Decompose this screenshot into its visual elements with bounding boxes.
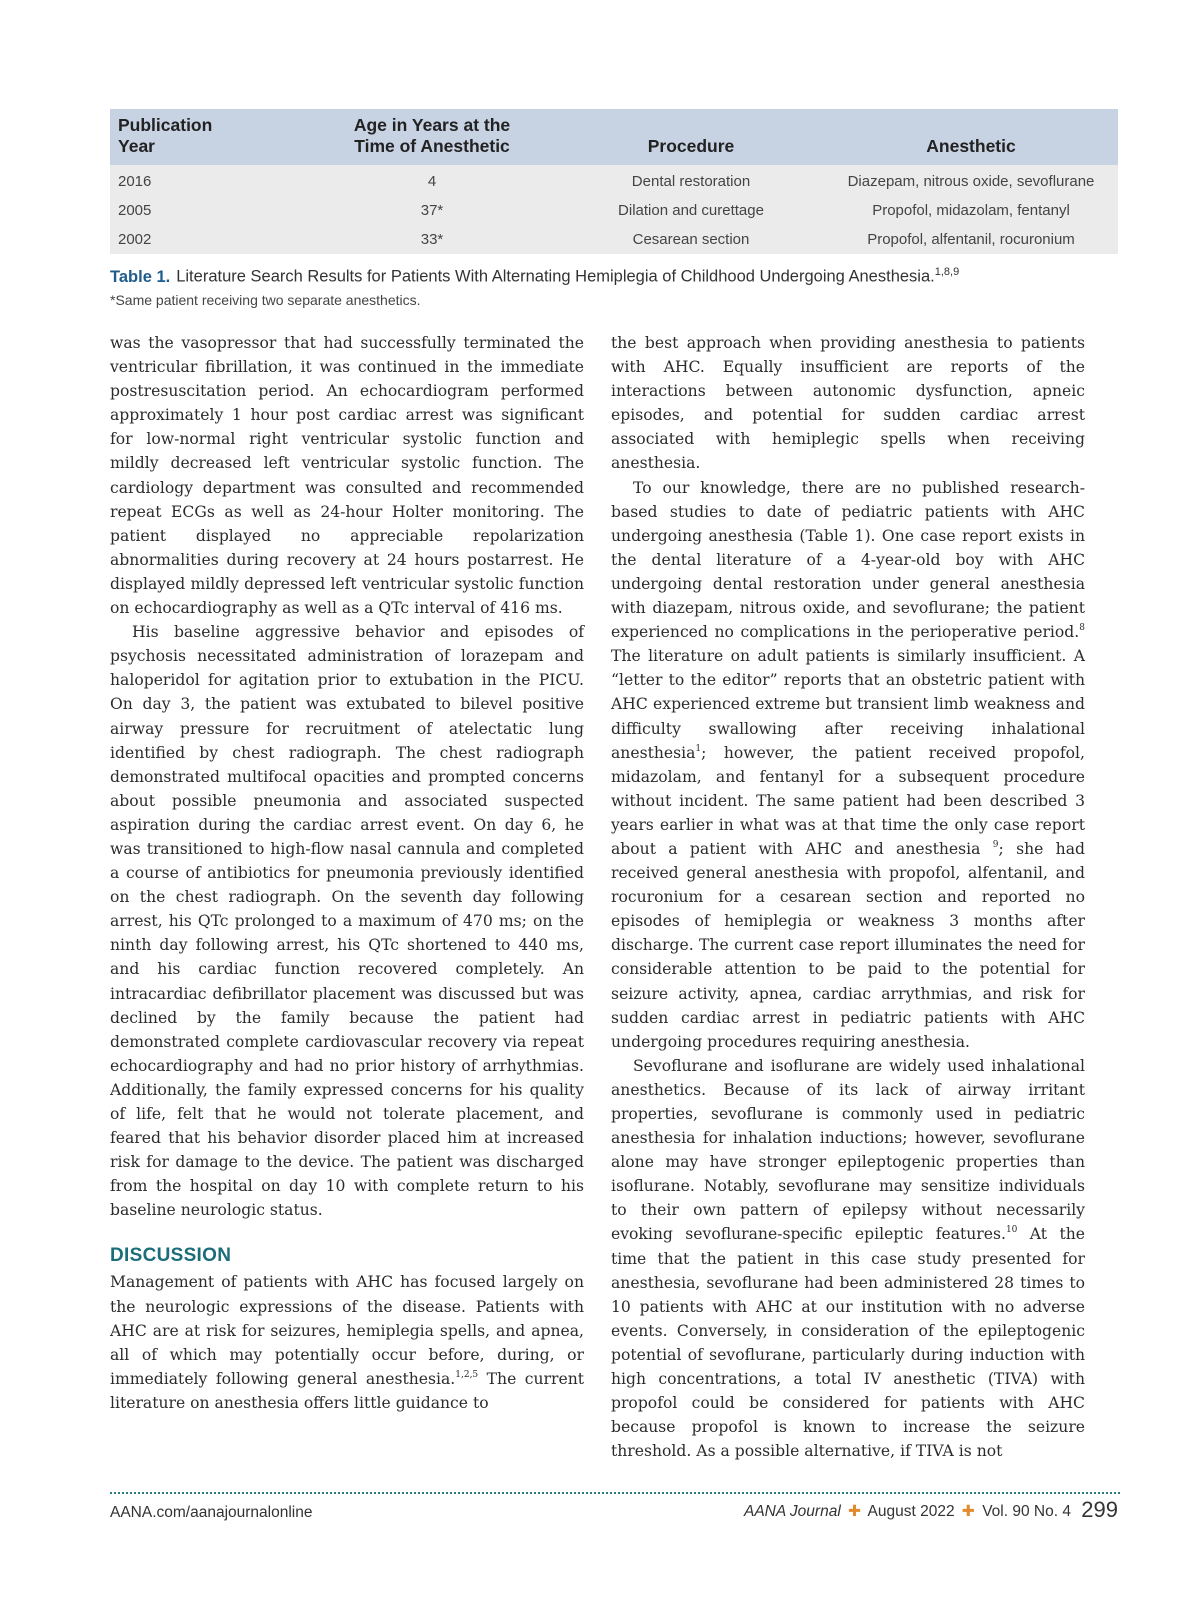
table-caption-text: Literature Search Results for Patients With Alternating Hemiplegia of Childhood Undergoing Anesthesia. bbox=[176, 267, 935, 286]
cell-age: 37* bbox=[420, 202, 444, 219]
cell-anesthetic: Propofol, midazolam, fentanyl bbox=[872, 202, 1070, 219]
cell-year: 2016 bbox=[118, 173, 152, 190]
literature-table bbox=[110, 109, 1118, 254]
table-header-row bbox=[110, 109, 1118, 165]
paragraph: the best approach when providing anesthesia to patients with AHC. Equally insufficient are reports of the interactions between autonomic dysfunction, apneic episodes, and potential for sudden cardiac arrest associated with hemiplegic spells when receiving anesthesia. bbox=[611, 334, 1085, 473]
cross-icon: ✚ bbox=[961, 1503, 975, 1520]
table-row bbox=[110, 165, 1118, 196]
footer-citation bbox=[744, 1497, 1118, 1523]
citation-ref: 1 bbox=[695, 743, 702, 754]
paragraph: Sevoflurane and isoflurane are widely used inhalational anesthetics. Because of its lack of airway irritant properties, sevoflurane is commonly used in pediatric anesthesia for inhalation inductions; however, sevoflurane alone may have stronger epileptogenic properties than isoflurane. Notably, sevoflurane may sensitize individuals to their own pattern of epilepsy without necessarily evoking sevoflurane-specific epileptic features.$^{10}$ At the time that the patient in this case study presented for anesthesia, sevoflurane had been administered 28 times to 10 patients with AHC at our institution with no adverse events. Conversely, in consideration of the epileptogenic potential of sevoflurane, particularly during induction with high concentrations, a total IV anesthetic (TIVA) with propofol could be considered for patients with AHC because propofol is known to increase the seizure threshold. As a possible alternative, if TIVA is not bbox=[611, 1056, 1085, 1461]
cell-anesthetic: Propofol, alfentanil, rocuronium bbox=[867, 231, 1075, 248]
citation-ref: 8 bbox=[1079, 623, 1085, 634]
cross-icon: ✚ bbox=[848, 1503, 862, 1520]
table-row bbox=[110, 196, 1118, 225]
cell-age: 4 bbox=[427, 173, 437, 190]
citation-ref: 1,2,5 bbox=[455, 1369, 479, 1380]
left-text-column bbox=[110, 331, 584, 1415]
header-anesthetic: Anesthetic bbox=[926, 136, 1016, 156]
paragraph: His baseline aggressive behavior and episodes of psychosis necessitated administration of lorazepam and haloperidol for agitation prior to extubation in the PICU. On day 3, the patient was extubated to bilevel positive airway pressure for recruitment of atelectatic lung identified by chest radiograph. The chest radiograph demonstrated multifocal opacities and prompted concerns about possible pneumonia and associated suspected aspiration during the cardiac arrest event. On day 6, he was transitioned to high-flow nasal cannula and completed a course of antibiotics for pneumonia previously identified on the chest radiograph. On the seventh day following arrest, his QTc prolonged to a maximum of 470 ms; on the ninth day following arrest, his QTc shortened to 440 ms, and his cardiac function recovered completely. An intracardiac defibrillator placement was discussed but was declined by the family because the patient had demonstrated complete cardiovascular recovery via repeat echocardiography and had no prior history of arrhythmias. Additionally, the family expressed concerns for his quality of life, felt that he would not tolerate placement, and feared that his behavior disorder placed him at increased risk for damage to the device. The patient was discharged from the hospital on day 10 with complete return to his baseline neurologic status. bbox=[110, 623, 584, 1220]
cell-year: 2002 bbox=[118, 231, 152, 248]
header-publication-year: Publication Year bbox=[118, 115, 213, 156]
cell-age: 33* bbox=[420, 231, 444, 248]
footer-date: August 2022 bbox=[867, 1503, 955, 1520]
cell-procedure: Cesarean section bbox=[632, 231, 750, 248]
footer-journal-name: AANA Journal bbox=[743, 1503, 841, 1520]
paragraph: To our knowledge, there are no published research-based studies to date of pediatric patients with AHC undergoing anesthesia (Table 1). One case report exists in the dental literature of a 4-year-old boy with AHC undergoing dental restoration under general anesthesia with diazepam, nitrous oxide, and sevoflurane; the patient experienced no complications in the perioperative period.$^8$ The literature on adult patients is similarly insufficient. A “letter to the editor” reports that an obstetric patient with AHC experienced extreme but transient limb weakness and difficulty swallowing after receiving inhalational anesthesia$^1$; however, the patient received propofol, midazolam, and fentanyl for a subsequent procedure without incident. The same patient had been described 3 years earlier in what was at that time the only case report about a patient with AHC and anesthesia $^9$; she had received general anesthesia with propofol, alfentanil, and rocuronium for a cesarean section and reported no episodes of hemiplegia or weakness 3 months after discharge. The current case report illuminates the need for considerable attention to be paid to the potential for seizure activity, apnea, cardiac arrythmias, and risk for sudden cardiac arrest in pediatric patients with AHC undergoing procedures requiring anesthesia. bbox=[611, 478, 1085, 1051]
right-text-column bbox=[611, 331, 1085, 1463]
paragraph: was the vasopressor that had successfully terminated the ventricular fibrillation, it was continued in the immediate postresuscitation period. An echocardiogram performed approximately 1 hour post cardiac arrest was significant for low-normal right ventricular systolic function and mildly decreased left ventricular systolic function. The cardiology department was consulted and recommended repeat ECGs as well as 24-hour Holter monitoring. The patient displayed no appreciable repolarization abnormalities during recovery at 24 hours postarrest. He displayed mildly depressed left ventricular systolic function on echocardiography as well as a QTc interval of 416 ms. bbox=[110, 334, 584, 618]
header-age: Age in Years at the Time of Anesthetic bbox=[353, 115, 511, 156]
table-caption bbox=[110, 266, 1120, 287]
table-caption-label: Table 1. bbox=[110, 267, 171, 286]
footer-journal-url[interactable]: AANA.com/aanajournalonline bbox=[110, 1504, 313, 1521]
footer-volume: Vol. 90 No. 4 bbox=[982, 1503, 1071, 1520]
header-procedure: Procedure bbox=[647, 136, 735, 156]
page-number: 299 bbox=[1081, 1497, 1118, 1522]
table-caption-refs: 1,8,9 bbox=[934, 266, 960, 278]
table-footnote: *Same patient receiving two separate anesthetics. bbox=[110, 292, 421, 308]
paragraph: Management of patients with AHC has focused largely on the neurologic expressions of the disease. Patients with AHC are at risk for seizures, hemiplegia spells, and apnea, all of which may potentially occur before, during, or immediately following general anesthesia.$^{1,2,5}$ The current literature on anesthesia offers little guidance to bbox=[110, 1273, 585, 1412]
table-row bbox=[110, 225, 1118, 254]
cell-procedure: Dilation and curettage bbox=[618, 202, 764, 219]
cell-anesthetic: Diazepam, nitrous oxide, sevoflurane bbox=[847, 173, 1095, 190]
citation-ref: 9 bbox=[992, 839, 999, 850]
footer-dotted-rule bbox=[110, 1492, 1120, 1494]
cell-year: 2005 bbox=[118, 202, 152, 219]
discussion-heading: DISCUSSION bbox=[110, 1245, 232, 1267]
citation-ref: 10 bbox=[1005, 1225, 1018, 1236]
cell-procedure: Dental restoration bbox=[631, 173, 751, 190]
